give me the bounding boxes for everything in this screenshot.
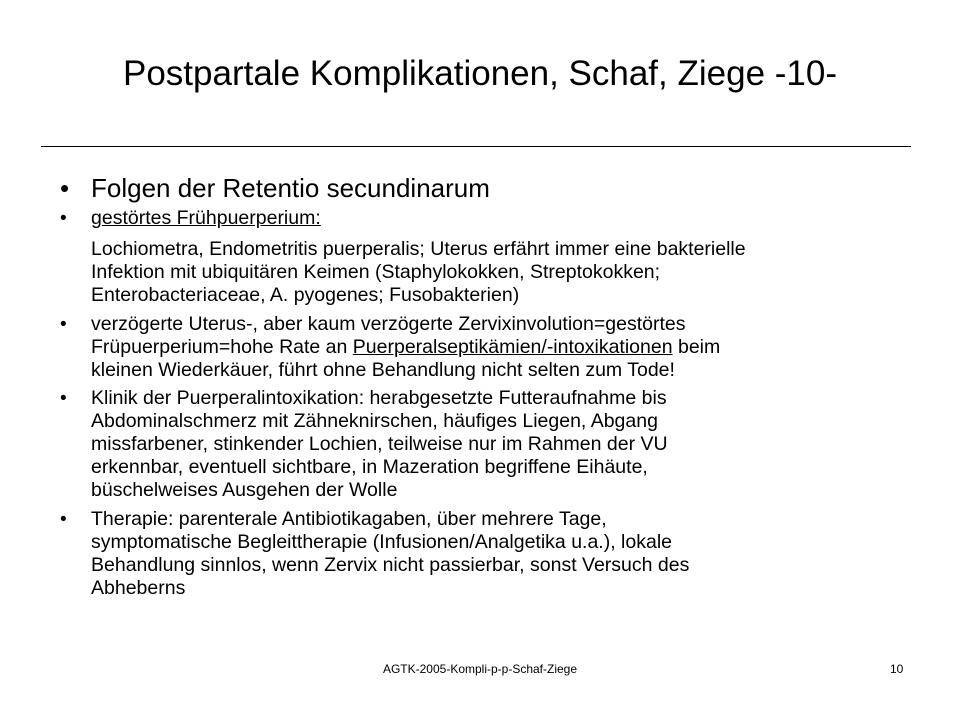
bullet-marker: • [60, 509, 67, 530]
text-line: verzögerte Uterus-, aber kaum verzögerte Zervixinvolution=gestörtes [91, 313, 686, 335]
text-line: Therapie: parenterale Antibiotikagaben, über mehrere Tage, [91, 508, 607, 530]
text-line: büschelweises Ausgehen der Wolle [91, 479, 398, 501]
heading-bullet: • [60, 173, 70, 203]
text-line: Klinik der Puerperalintoxikation: herabgesetzte Futteraufnahme bis [91, 387, 667, 409]
bullet-marker: • [60, 208, 67, 229]
bullet-item-klinik [91, 387, 921, 502]
bullet-item-label: gestörtes Frühpuerperium: [91, 207, 321, 229]
text-line: Früpuerperium=hohe Rate an [91, 336, 353, 358]
underlined-term: Puerperalseptikämien/-intoxikationen [352, 336, 673, 358]
title-divider [41, 146, 911, 147]
text-line: kleinen Wiederkäuer, führt ohne Behandlung nicht selten zum Tode! [91, 359, 675, 381]
text-line: Abheberns [91, 577, 186, 599]
text-line: missfarbener, stinkender Lochien, teilweise nur im Rahmen der VU [91, 433, 668, 455]
text-line: Lochiometra, Endometritis puerperalis; Uterus erfährt immer eine bakterielle [91, 238, 746, 260]
bullet-item-involution [91, 313, 921, 382]
text-line: Abdominalschmerz mit Zähneknirschen, häufiges Liegen, Abgang [91, 410, 658, 432]
section-heading: Folgen der Retentio secundinarum [91, 173, 490, 203]
bullet-item-fruehpuerperium [91, 207, 921, 230]
text-line: Enterobacteriaceae, A. pyogenes; Fusobakterien) [91, 284, 520, 306]
text-line: Infektion mit ubiquitären Keimen (Staphylokokken, Streptokokken; [91, 261, 661, 283]
text-line: Behandlung sinnlos, wenn Zervix nicht passierbar, sonst Versuch des [91, 554, 690, 576]
page-number: 10 [890, 662, 904, 676]
slide-title: Postpartale Komplikationen, Schaf, Ziege -10- [123, 54, 837, 93]
bullet-marker: • [60, 314, 67, 335]
bullet-item-therapie [91, 508, 921, 600]
paragraph-lochiometra [91, 238, 921, 307]
text-line: erkennbar, eventuell sichtbare, in Mazeration begriffene Eihäute, [91, 456, 648, 478]
bullet-marker: • [60, 388, 67, 409]
footer-filename: AGTK-2005-Kompli-p-p-Schaf-Ziege [382, 662, 578, 676]
text-line: beim [672, 336, 721, 358]
text-line: symptomatische Begleittherapie (Infusionen/Analgetika u.a.), lokale [91, 531, 672, 553]
